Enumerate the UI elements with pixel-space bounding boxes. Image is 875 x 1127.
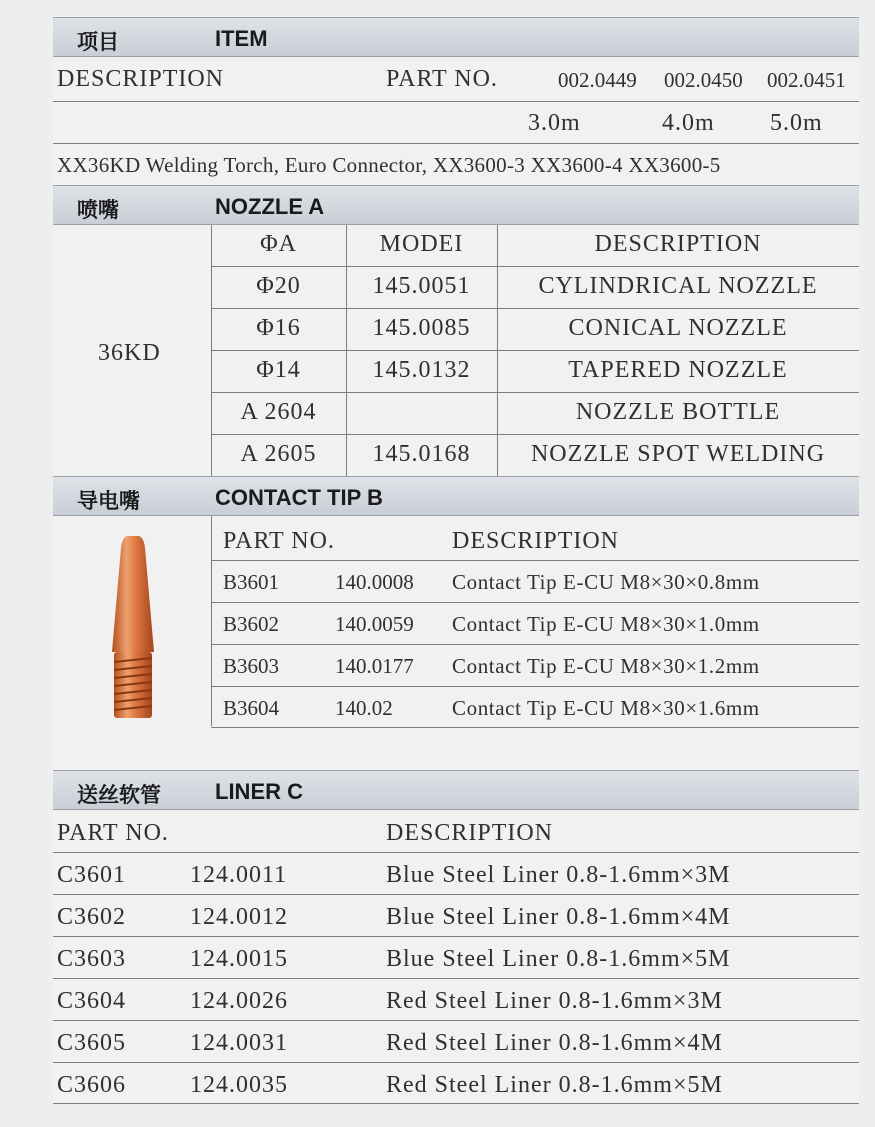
nozzle-header-cn: 喷嘴 (77, 199, 119, 222)
liner-cell: C3605 (57, 1030, 127, 1056)
contact-tip-cell: B3602 (223, 612, 280, 636)
contact-tip-cell: B3604 (223, 696, 280, 720)
contact-tip-header-cn: 导电嘴 (77, 490, 140, 513)
contact-tip-cell: B3603 (223, 654, 280, 678)
nozzle-cell: NOZZLE BOTTLE (575, 399, 781, 425)
nozzle-section-header (53, 185, 859, 225)
item-header-cn: 项目 (77, 31, 119, 54)
item-description-label: DESCRIPTION (57, 66, 225, 92)
nozzle-cell: 145.0168 (372, 441, 471, 467)
liner-cell: 124.0015 (190, 946, 288, 972)
nozzle-cell: 145.0051 (372, 273, 471, 299)
liner-cell: Red Steel Liner 0.8-1.6mm×4M (386, 1030, 723, 1056)
liner-cell: C3603 (57, 946, 127, 972)
item-length: 4.0m (662, 110, 715, 136)
nozzle-cell: CYLINDRICAL NOZZLE (538, 273, 818, 299)
nozzle-cell: A 2605 (240, 441, 317, 467)
nozzle-header-diameter: ΦA (260, 231, 297, 257)
nozzle-cell: 145.0132 (372, 357, 471, 383)
liner-header-description: DESCRIPTION (386, 820, 554, 846)
liner-cell: Red Steel Liner 0.8-1.6mm×5M (386, 1072, 723, 1098)
liner-cell: 124.0035 (190, 1072, 288, 1098)
liner-cell: C3602 (57, 904, 127, 930)
nozzle-model-group: 36KD (98, 340, 161, 366)
item-length: 5.0m (770, 110, 823, 136)
liner-header-part-no: PART NO. (57, 820, 169, 846)
item-length: 3.0m (528, 110, 581, 136)
contact-tip-cell: Contact Tip E-CU M8×30×0.8mm (452, 570, 760, 594)
nozzle-cell: NOZZLE SPOT WELDING (530, 441, 826, 467)
liner-cell: C3604 (57, 988, 127, 1014)
contact-tip-section-header (53, 476, 859, 516)
contact-tip-cell: Contact Tip E-CU M8×30×1.6mm (452, 696, 760, 720)
torch-description: XX36KD Welding Torch, Euro Connector, XX3600-3 XX3600-4 XX3600-5 (57, 153, 721, 177)
liner-header-cn: 送丝软管 (77, 784, 161, 807)
nozzle-cell: 145.0085 (372, 315, 471, 341)
liner-cell: C3606 (57, 1072, 127, 1098)
liner-cell: Blue Steel Liner 0.8-1.6mm×5M (386, 946, 731, 972)
contact-tip-cell: 140.0059 (335, 612, 414, 636)
contact-tip-cell: 140.02 (335, 696, 393, 720)
liner-cell: Blue Steel Liner 0.8-1.6mm×4M (386, 904, 731, 930)
liner-cell: Blue Steel Liner 0.8-1.6mm×3M (386, 862, 731, 888)
nozzle-cell: Φ16 (256, 315, 301, 341)
nozzle-header-en: NOZZLE A (215, 194, 325, 219)
contact-tip-header-description: DESCRIPTION (452, 528, 620, 554)
nozzle-header-model: MODEI (379, 231, 464, 257)
contact-tip-image (100, 534, 166, 724)
contact-tip-header-part-no: PART NO. (223, 528, 335, 554)
item-header-en: ITEM (215, 26, 268, 51)
liner-cell: 124.0026 (190, 988, 288, 1014)
liner-cell: 124.0012 (190, 904, 288, 930)
liner-cell: Red Steel Liner 0.8-1.6mm×3M (386, 988, 723, 1014)
item-section-header (53, 17, 859, 57)
item-part-number: 002.0449 (558, 68, 637, 92)
contact-tip-cell: 140.0008 (335, 570, 414, 594)
nozzle-cell: A 2604 (240, 399, 317, 425)
item-part-number: 002.0450 (664, 68, 743, 92)
contact-tip-header-en: CONTACT TIP B (215, 485, 383, 510)
nozzle-cell: Φ14 (256, 357, 301, 383)
liner-cell: 124.0031 (190, 1030, 288, 1056)
item-part-no-label: PART NO. (386, 66, 498, 92)
liner-cell: C3601 (57, 862, 127, 888)
contact-tip-cell: B3601 (223, 570, 280, 594)
nozzle-cell: CONICAL NOZZLE (568, 315, 788, 341)
contact-tip-cell: 140.0177 (335, 654, 414, 678)
liner-section-header (53, 770, 859, 810)
item-part-number: 002.0451 (767, 68, 846, 92)
nozzle-header-description: DESCRIPTION (594, 231, 762, 257)
nozzle-cell: Φ20 (256, 273, 301, 299)
contact-tip-cell: Contact Tip E-CU M8×30×1.2mm (452, 654, 760, 678)
liner-cell: 124.0011 (190, 862, 288, 888)
nozzle-cell: TAPERED NOZZLE (568, 357, 788, 383)
liner-header-en: LINER C (215, 779, 303, 804)
contact-tip-cell: Contact Tip E-CU M8×30×1.0mm (452, 612, 760, 636)
